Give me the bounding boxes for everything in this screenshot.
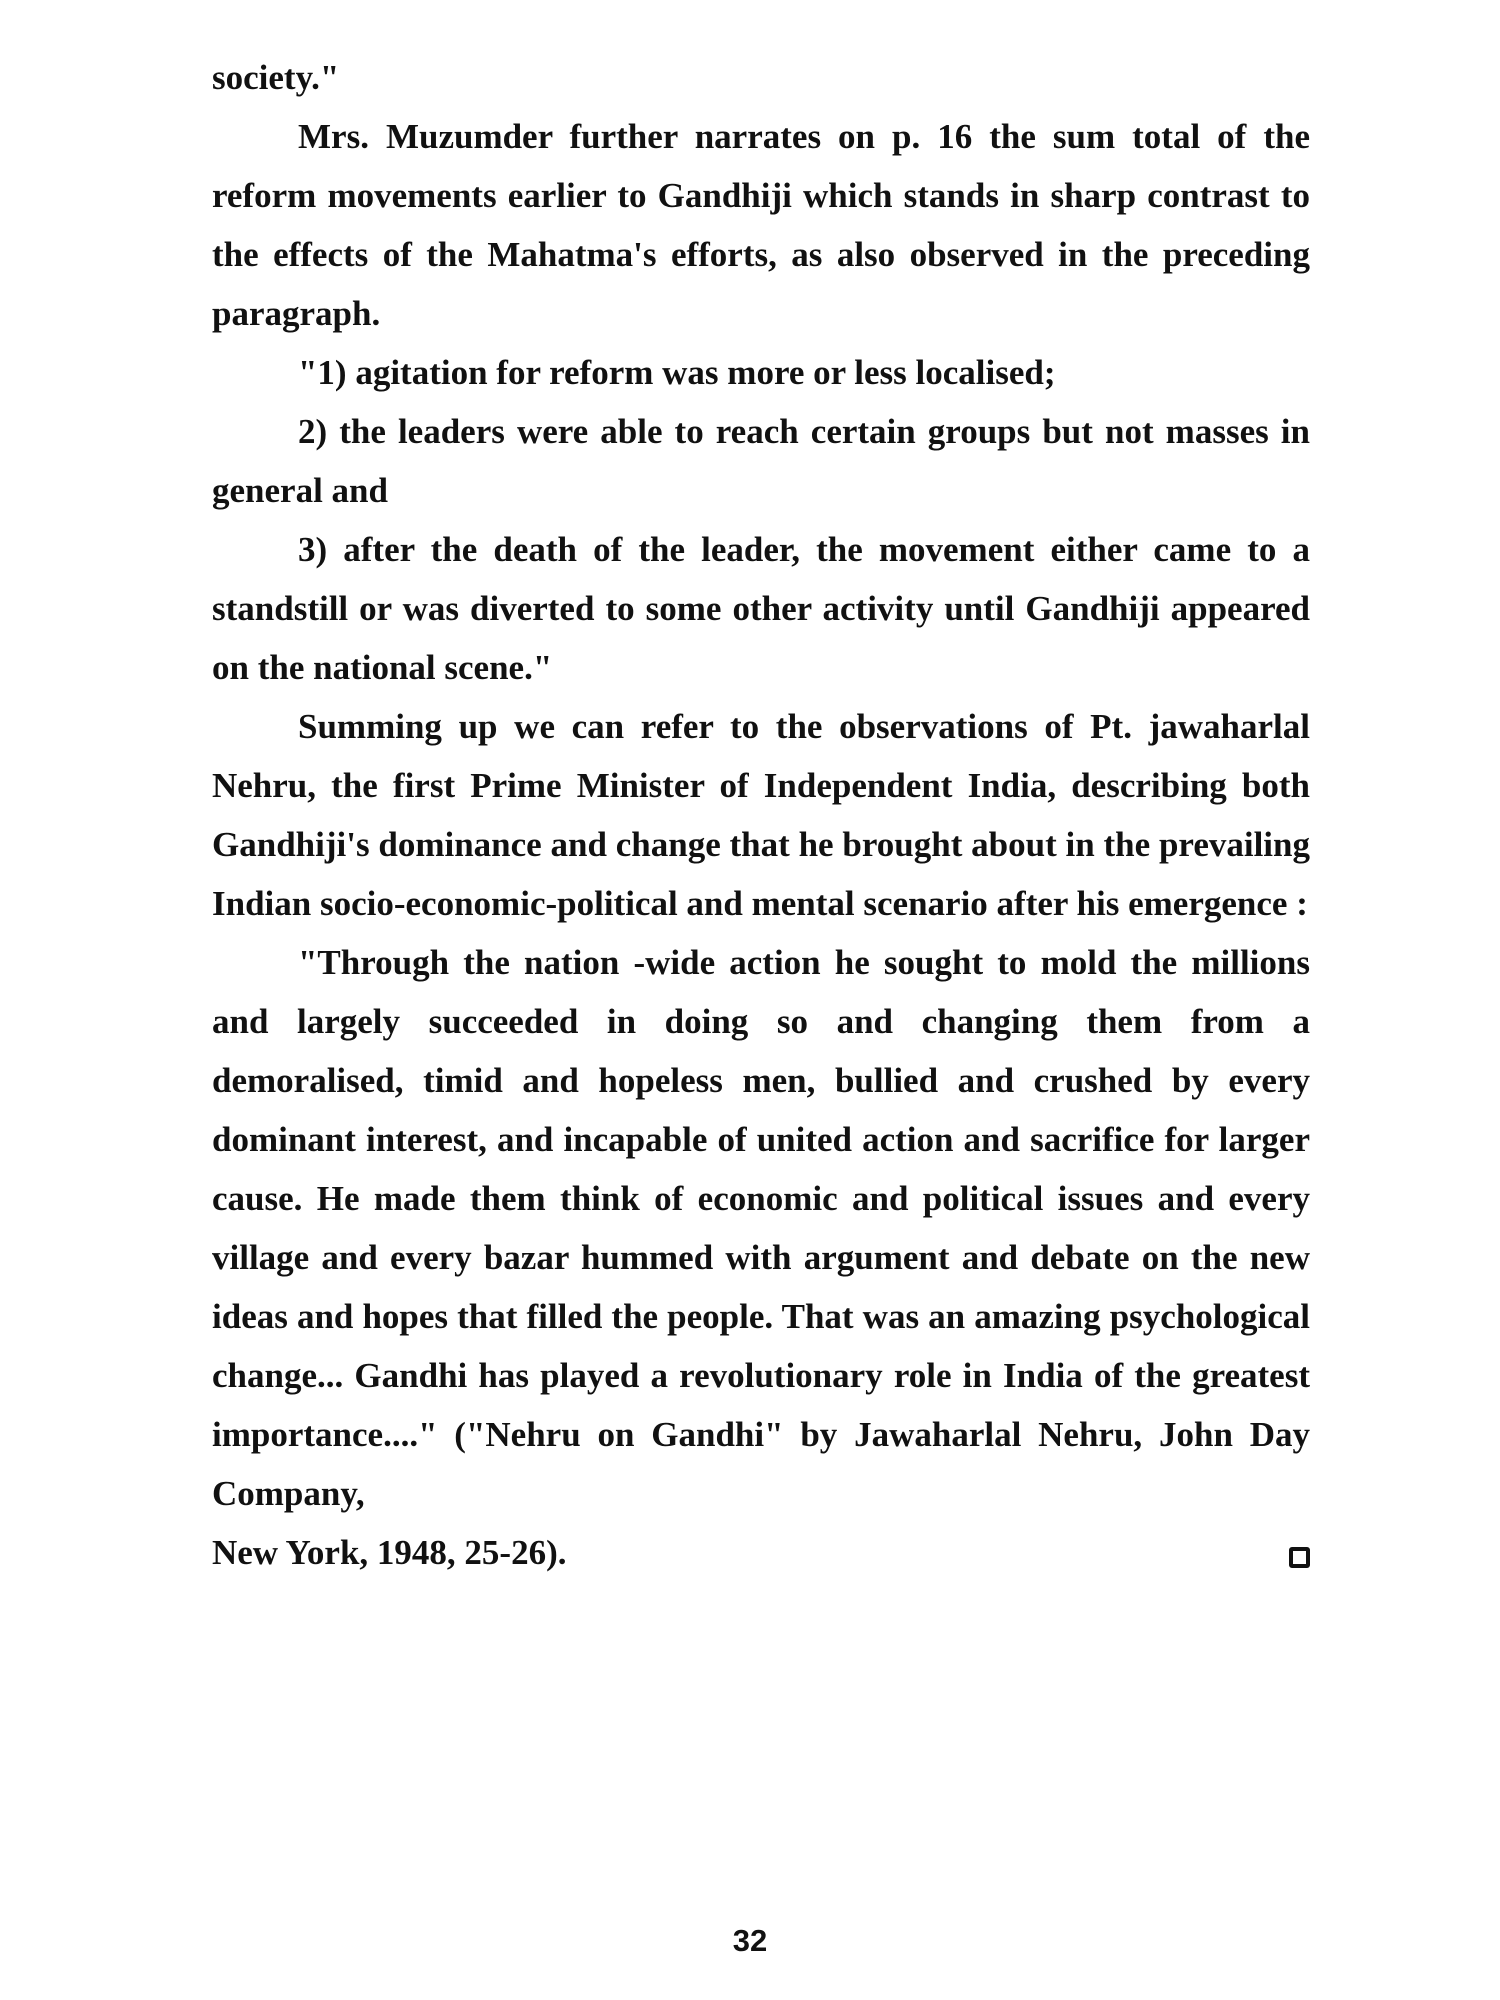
list-item-1: "1) agitation for reform was more or less localised; [298,353,1056,392]
page-number: 32 [732,1923,768,1958]
nehru-quotation: "Through the nation -wide action he sought to mold the millions and largely succeeded in doing so and changing them from a demoralised, timid and hopeless men, bullied and crushed by every dominant interest, and incapable of united action and sacrifice for larger cause. He made them think of economic and political issues and every village and every bazar hummed with argument and debate on the new ideas and hopes that filled the people. That was an amazing psychological change... Gandhi has played a revolutionary role in India of the greatest importance...." ("Nehru on Gandhi" by Jawaharlal Nehru, John Day Company, [212,943,1310,1513]
citation-line [212,1523,1310,1582]
list-item-2: 2) the leaders were able to reach certain groups but not masses in general and [212,412,1310,510]
paragraph-continuation: society." [212,58,340,97]
paragraph-muzumder: Mrs. Muzumder further narrates on p. 16 the sum total of the reform movements earlier to Gandhiji which stands in sharp contrast to the effects of the Mahatma's efforts, as also observed in the preceding paragraph. [212,117,1310,333]
paragraph-summing-up: Summing up we can refer to the observations of Pt. jawaharlal Nehru, the first Prime Minister of Independent India, describing both Gandhiji's dominance and change that he brought about in the prevailing Indian socio-economic-political and mental scenario after his emergence : [212,707,1310,923]
list-item-3: 3) after the death of the leader, the movement either came to a standstill or was diverted to some other activity until Gandhiji appeared on the national scene." [212,530,1310,687]
end-of-section-icon [1289,1547,1310,1568]
citation-text: New York, 1948, 25-26). [212,1533,567,1572]
body-text [212,48,1310,1582]
